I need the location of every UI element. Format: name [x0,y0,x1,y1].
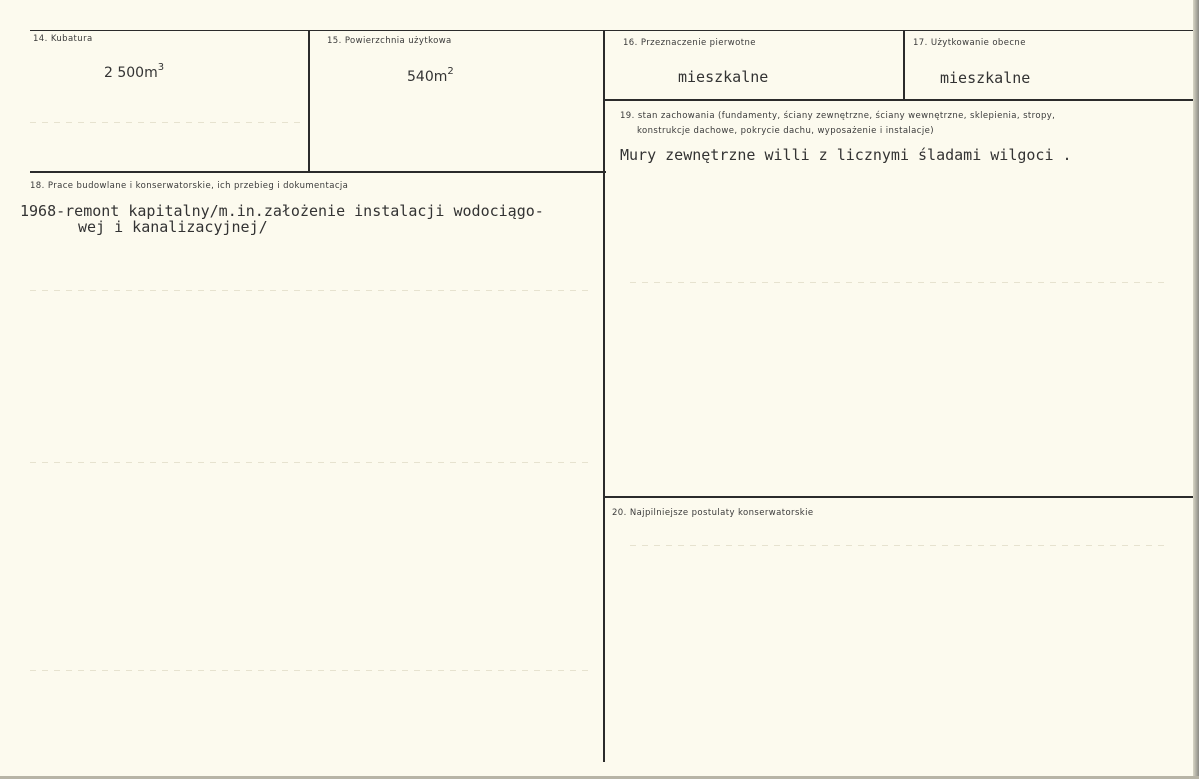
faint-line [30,462,590,463]
stan-value: Mury zewnętrzne willi z licznymi śladami wilgoci . [620,146,1072,164]
przeznaczenie-value: mieszkalne [678,68,769,86]
prace-line-2: wej i kanalizacyjnej/ [78,218,268,236]
prace-line-1: 1968-remont kapitalny/m.in.założenie instalacji wodociągo- [20,202,544,220]
rule-above-18 [30,171,606,173]
uzytkowanie-value: mieszkalne [940,69,1031,87]
divider-14-15 [308,30,310,172]
stan-label-line-1: 19. stan zachowania (fundamenty, ściany zewnętrzne, ściany wewnętrzne, sklepienia, stropy, [620,111,1056,121]
uzytkowanie-label: 17. Użytkowanie obecne [913,38,1026,48]
center-divider [603,30,605,762]
rule-above-20 [604,496,1194,498]
przeznaczenie-label: 16. Przeznaczenie pierwotne [623,38,756,48]
faint-line [630,545,1170,546]
top-rule [30,30,1194,31]
prace-label: 18. Prace budowlane i konserwatorskie, ich przebieg i dokumentacja [30,181,349,191]
faint-line [630,282,1170,283]
faint-line [30,670,590,671]
card-edge-right [1193,0,1199,779]
powierzchnia-label: 15. Powierzchnia użytkowa [327,36,452,46]
faint-line [30,122,300,123]
powierzchnia-value [407,66,454,85]
faint-line [30,290,590,291]
powierzchnia-number: 540m [407,69,448,85]
postulaty-label: 20. Najpilniejsze postulaty konserwatorskie [612,508,814,518]
kubatura-label: 14. Kubatura [33,34,93,44]
stan-label-line-2: konstrukcje dachowe, pokrycie dachu, wyposażenie i instalacje) [637,126,934,136]
kubatura-number: 2 500m [104,65,158,81]
divider-16-17 [903,30,905,100]
kubatura-exponent: 3 [157,62,165,73]
kubatura-value [104,62,164,81]
rule-above-19 [604,99,1194,101]
powierzchnia-exponent: 2 [447,66,454,77]
